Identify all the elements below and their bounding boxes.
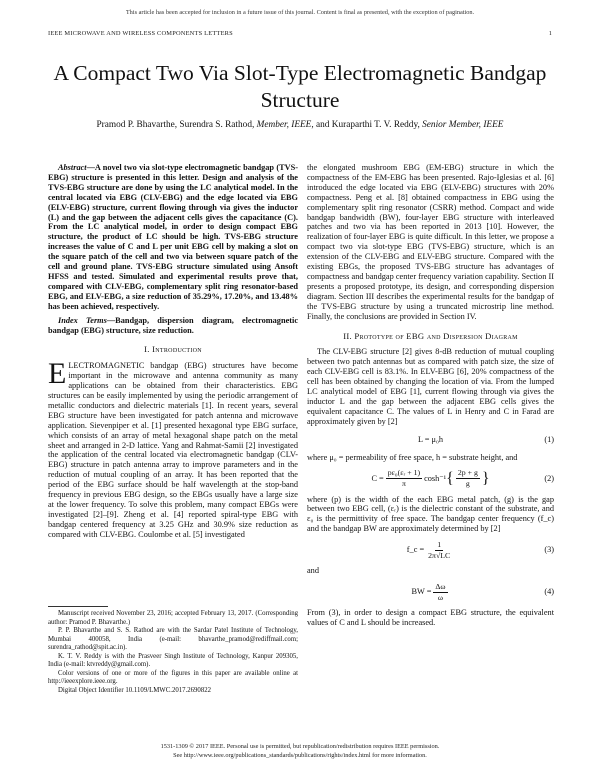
equation-2: C = $\frac{\text{pε₀(εᵣ + 1)}}{\pi}$ cosh⁻¹ { $\frac{2p + g}{g}$ } (2) [371,468,554,489]
abstract-text: —A novel two via slot-type electromagnetic bandgap (TVS-EBG) structure is presented in this letter. Design and analysis of the TVS-EBG structure are done by using the LC analytical model. In the central located via EBG (CLV-EBG) and the edge located via EBG (ELV-EBG) structure, current flowing through via gives the inductor (L) and the gap between the adjacent cells gives the capacitance (C). From the LC analytical model, in order to design compact EBG structure, the product of LC should be high. TVS-EBG structure increases the value of C and L per unit EBG cell by making a slot on the square patch of the cell and two via between square patch of the cell and ground plane. TVS-EBG structure simulated using Ansoft HFSS and tested. Simulated and experimental results prove that, compared with CLV-EBG, complementary split ring resonator-based EBG, and ELV-EBG, a size reduction of 35.29%, 17.20%, and 13.48% has been achieved, respectively. [48,163,298,311]
right-paragraph-2: The CLV-EBG structure [2] gives 8-dB reduction of mutual coupling between two patch antennas but as compared with patch size, the size of each CLV-EBG cell is 83.1%. In ELV-EBG [6], 20% compactness of the cell has been obtained by changing the location of via. From the lumped LC analytical model of EBG [1], current flowing through via gives the inductor L and the gap between the adjacent EBG cells gives the equivalent capacitance C. The values of L in Henry and C in Farad are approximately given by [2] [307,347,554,426]
equation-2-denominator-2: g [465,479,470,489]
equation-2-fraction-2 [456,468,480,489]
intro-paragraph [48,357,298,539]
equation-3 [307,538,554,562]
equation-4-lhs: BW = [411,587,432,597]
equation-3-lhs: f_c = [406,545,425,555]
equation-3-fraction [426,540,452,561]
equation-4-fraction [433,582,447,603]
equation-2-numerator: pε₀(εᵣ + 1) [387,468,421,478]
page-number: 1 [548,30,552,37]
index-terms-lead: Index Terms [58,315,107,325]
footnote-3: K. T. V. Reddy is with the Prasveer Singh Institute of Technology, Kanpur 209305, India (e-mail: ktvreddy@gmail.com). [48,652,298,668]
equation-2-fraction [386,468,422,489]
equation-2-numerator-2: 2p + g [457,468,478,478]
and-text: and [307,566,319,576]
footer-line-2: See http://www.ieee.org/publications_standards/publications/rights/index.html for more information. [173,752,427,759]
equation-2-denominator: π [401,479,406,489]
abstract-lead: Abstract [58,163,87,172]
equation-4-numerator: Δω [435,581,446,591]
equation-4-number: (4) [544,587,554,597]
footnote-2: P. P. Bhavarthe and S. S. Rathod are with the Sardar Patel Institute of Technology, Mumbai 400058, India (e-mail: bhavarthe_pramod@rediffmail.com; surendra_rathod@spit.ac.in). [48,627,298,651]
section-1-heading: I. Introduction [144,344,202,355]
footnote-5: Digital Object Identifier 10.1109/LMWC.2017.2690822 [58,686,212,694]
index-terms [48,316,298,336]
acceptance-note: This article has been accepted for inclusion in a future issue of this journal. Content is final as presented, with the exception of pagination. [125,9,475,16]
equation-1 [307,431,554,449]
footnotes [48,610,298,695]
index-terms-text: —Bandgap, dispersion diagram, electromagnetic bandgap (EBG) structure, size reduction. [48,315,299,335]
footnote-4: Color versions of one or more of the figures in this paper are available online at http://ieeexplore.ieee.org. [48,669,298,685]
right-paragraph-3: where μ₀ = permeability of free space, h = substrate height, and [307,452,518,462]
equation-1-number: (1) [544,434,554,444]
right-paragraph-5: From (3), in order to design a compact EBG structure, the equivalent values of C and L should be increased. [307,608,554,627]
equation-4 [307,580,554,604]
equation-2-cosh: cosh⁻¹ [424,473,447,483]
equation-4-denominator: ω [437,592,444,602]
paper-title: A Compact Two Via Slot-Type Electromagnetic Bandgap Structure [53,61,547,112]
equation-1-body: L = μ₀h [417,434,444,444]
journal-header: IEEE MICROWAVE AND WIRELESS COMPONENTS LETTERS [48,30,233,37]
copyright-footer [0,742,600,760]
intro-text: LECTROMAGNETIC bandgap (EBG) structures have become important in the microwave and antenna community as many applications can be obtained from their characteristics. EBG structures can be easily implemented by using the periodic arrangement of metallic conductors and dielectric materials [1]. In recent years, several EBG structure have been investigated for patch antenna and microwave application. Sievenpiper et al. [1] presented hexagonal type EBG surface, which consists of an array of metal hexagonal shape patch on the metal sheet and arranged in 2-D lattice. Yang and Rahmat-Samii [2] investigated the application of the central located via electromagnetic bandgap (CLV-EBG) structure in patch antenna array to improve parameters and in the reduction of mutual coupling of an array. It has been reported that the period of the EBG surface should be half wavelength at the stop-band frequency in previous EBG design, so the EBGs usually have a large size at the lower frequency. To solve this problem, many compact EBGs were investigated [2]–[9]. Zheng et al. [4] reported spiral-type EBG with bandgap centered frequency at 3.25 GHz and 30.9% size reduction as compared with CLV-EBG. Coulombe et al. [5] investigated [48,361,298,539]
equation-2-lhs: C = [371,473,384,483]
footnote-rule [48,606,108,607]
right-paragraph-4: where (p) is the width of the each EBG metal patch, (g) is the gap between two EBG cell, (εᵣ) is the dielectric constant of the substrate, and ε₀ is the permittivity of free space. The bandgap center frequency (f_c) and the bandgap BW are approximately determined by [2] [307,494,554,534]
author-role-2: Senior Member, IEEE [422,120,504,130]
left-column [48,163,298,540]
author-line [40,120,560,130]
author-role-1: Member, IEEE [256,120,312,130]
equation-2-number: (2) [544,473,554,483]
footnote-1: Manuscript received November 23, 2016; accepted February 13, 2017. (Corresponding author: Pramod P. Bhavarthe.) [48,610,298,626]
right-column [307,163,554,628]
authors-2: , and Kuraparthi T. V. Reddy, [311,120,423,130]
equation-3-numerator: 1 [437,539,442,549]
right-paragraph-1: the elongated mushroom EBG (EM-EBG) structure in which the compactness of the EM-EBG has been presented. Rajo-Iglesias et al. [6] introduced the edge located via EBG (ELV-EBG) structures with 20% compactness. Peng et al. [8] obtained compactness in EBG using the complementary split ring resonator (CSRR) method. Compact and wide bandgap bandwidth (BW), four-layer EBG structure with interleaved patches and two via has been reported in 2013 [10]. However, the realization of four-layer EBG is quite difficult. In this letter, we propose a compact two via slot-type EBG (TVS-EBG) structure, which is an extension of the CLV-EBG and ELV-EBG structure. Compared with the existing EBGs, the proposed TVS-EBG structure has advantages of compactness and bandgap center frequency variation capability. Section II presents a proposed prototype, its design, and corresponding dispersion diagram. Section III describes the experimental results for the bandgap of the TVS-EBG structure by using a truncated microstrip line method. Finally, the conclusions are provided in Section IV. [307,163,554,321]
footer-line-1: 1531-1309 © 2017 IEEE. Personal use is permitted, but republication/redistribution requires IEEE permission. [160,743,440,750]
abstract [48,163,298,312]
authors-1: Pramod P. Bhavarthe, Surendra S. Rathod, [96,120,257,130]
drop-cap: E [48,357,67,391]
equation-3-denominator: 2π√LC [428,550,451,560]
section-2-heading: II. Prototype of EBG and Dispersion Diagram [343,330,518,341]
equation-3-number: (3) [544,545,554,555]
